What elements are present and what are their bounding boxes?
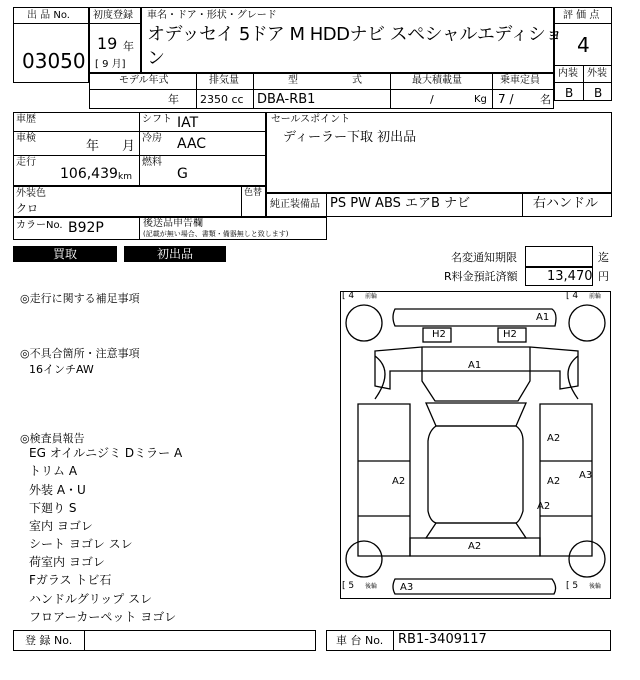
sub-grade-divider bbox=[583, 65, 584, 101]
mark-right-quarter: A3 bbox=[579, 470, 593, 481]
grade-value: 4 bbox=[577, 33, 590, 57]
spec-col-2 bbox=[253, 73, 254, 109]
mark-right-rear-door: A2 bbox=[547, 476, 561, 487]
rear-window-shape bbox=[426, 523, 526, 538]
mark-front-bumper: A1 bbox=[536, 312, 550, 323]
mark-right-rear-quarter: A2 bbox=[537, 501, 551, 512]
history-label: 車歴 bbox=[16, 114, 36, 125]
windshield-shape bbox=[426, 403, 526, 426]
registration-year: 19 bbox=[97, 34, 118, 53]
lot-no-label: 出 品 No. bbox=[27, 10, 70, 21]
tire-front-left-tag: 前輪 bbox=[365, 293, 378, 300]
name-change-label: 名変通知期限 bbox=[451, 251, 517, 264]
load-unit: Kg bbox=[474, 94, 487, 105]
inspector-line-6: 荷室内 ヨゴレ bbox=[29, 555, 105, 569]
inspector-line-7: Fガラス トビ石 bbox=[29, 573, 112, 587]
aircon-value: AAC bbox=[177, 136, 207, 152]
mark-hood: A1 bbox=[468, 360, 482, 371]
recycle-value: 13,470 bbox=[547, 269, 593, 284]
shaken-label: 車検 bbox=[16, 133, 36, 144]
displacement-value: 2350 cc bbox=[200, 93, 244, 106]
recycle-label: R料金預託済額 bbox=[444, 270, 518, 283]
aircon-label: 冷房 bbox=[142, 133, 162, 144]
tire-rear-left bbox=[346, 541, 382, 577]
handle-value: 右ハンドル bbox=[533, 196, 599, 211]
inspector-line-4: 室内 ヨゴレ bbox=[29, 519, 93, 533]
recycle-unit: 円 bbox=[598, 270, 609, 283]
inspector-line-1: トリム A bbox=[29, 464, 78, 478]
equipment-label: 純正装備品 bbox=[270, 199, 320, 210]
exterior-color-value: クロ bbox=[16, 202, 38, 215]
chassis-no-divider bbox=[393, 630, 394, 651]
inspector-line-9: フロアーカーペット ヨゴレ bbox=[29, 610, 177, 624]
supplement-title: ◎走行に関する補足事項 bbox=[20, 292, 140, 305]
sales-point-label: セールスポイント bbox=[271, 114, 351, 125]
tire-rear-right bbox=[569, 541, 605, 577]
color-no-divider bbox=[139, 217, 140, 240]
interior-grade-label: 内装 bbox=[558, 68, 578, 79]
tire-rear-left-label: [ 5 bbox=[342, 581, 355, 591]
type-label-2: 式 bbox=[352, 75, 362, 86]
details-col bbox=[139, 112, 140, 186]
spec-col-4 bbox=[492, 73, 493, 109]
chassis-no-value: RB1-3409117 bbox=[398, 632, 487, 647]
hood-shape bbox=[422, 347, 530, 401]
type-label: 型 bbox=[288, 75, 298, 86]
name-change-unit: 迄 bbox=[598, 251, 609, 264]
shaken-month: 月 bbox=[122, 139, 136, 154]
shift-label: シフト bbox=[142, 114, 172, 125]
inspector-line-0: EG オイルニジミ Dミラー A bbox=[29, 446, 183, 460]
mark-rear-bumper: A3 bbox=[400, 582, 414, 593]
color-no-label: カラーNo. bbox=[16, 220, 63, 231]
equipment-value: PS PW ABS エアB ナビ bbox=[330, 196, 471, 211]
inspector-line-8: ハンドルグリップ スレ bbox=[29, 592, 153, 606]
registration-year-unit: 年 bbox=[123, 40, 134, 53]
purchase-badge: 買取 bbox=[13, 246, 117, 262]
car-diagram-svg bbox=[340, 291, 611, 599]
equipment-col-1 bbox=[326, 193, 327, 217]
displacement-label: 排気量 bbox=[209, 75, 239, 86]
inspector-title: ◎検査員報告 bbox=[20, 432, 85, 445]
exterior-grade-label: 外装 bbox=[587, 68, 607, 79]
tire-rear-right-label: [ 5 bbox=[566, 581, 579, 591]
color-change-label: 色替 bbox=[244, 188, 263, 198]
defect-line-0: 16インチAW bbox=[29, 363, 94, 376]
front-left-arch bbox=[375, 356, 385, 399]
mark-headlight-right: H2 bbox=[503, 329, 517, 340]
chassis-no-label: 車 台 No. bbox=[336, 634, 384, 647]
post-doc-label: 後送品申告欄 bbox=[143, 218, 203, 229]
sales-point-text: ディーラー下取 初出品 bbox=[283, 130, 417, 145]
mark-left-side: A2 bbox=[392, 476, 406, 487]
exterior-color-label: 外装色 bbox=[16, 188, 46, 199]
shift-value: IAT bbox=[177, 115, 199, 131]
capacity-label: 乗車定員 bbox=[500, 75, 540, 86]
registration-no-divider bbox=[84, 630, 85, 651]
inspector-line-5: シート ヨゴレ スレ bbox=[29, 537, 133, 551]
registration-month: [ 9 月] bbox=[95, 59, 126, 70]
defects-title: ◎不具合箇所・注意事項 bbox=[20, 347, 140, 360]
rear-bumper-shape bbox=[393, 579, 556, 594]
registration-no-label: 登 録 No. bbox=[25, 634, 73, 647]
grade-label: 評 価 点 bbox=[563, 10, 600, 21]
load-label: 最大積載量 bbox=[412, 75, 462, 86]
interior-grade-value: B bbox=[565, 86, 574, 100]
name-change-value-box bbox=[525, 246, 593, 267]
roof-shape bbox=[428, 426, 523, 523]
spec-row-divider bbox=[89, 89, 554, 90]
tire-front-left bbox=[346, 305, 382, 341]
inspector-line-2: 外装 A・U bbox=[29, 483, 86, 497]
tire-front-right bbox=[569, 305, 605, 341]
registration-label: 初度登録 bbox=[93, 10, 133, 21]
mark-trunk: A2 bbox=[468, 541, 482, 552]
tire-front-right-label: [ 4 bbox=[566, 291, 579, 301]
left-door-div bbox=[358, 461, 410, 516]
load-value: / bbox=[430, 93, 434, 106]
front-right-arch bbox=[568, 356, 578, 399]
tire-rear-left-tag: 後輪 bbox=[365, 583, 378, 590]
spec-col-1 bbox=[196, 73, 197, 109]
front-bumper-shape bbox=[393, 309, 556, 326]
shaken-year: 年 bbox=[86, 139, 100, 154]
fuel-value: G bbox=[177, 166, 188, 182]
mark-headlight-left: H2 bbox=[432, 329, 446, 340]
type-value: DBA-RB1 bbox=[257, 92, 316, 107]
tire-front-left-label: [ 4 bbox=[342, 291, 355, 301]
exterior-grade-value: B bbox=[594, 86, 603, 100]
details-row-1 bbox=[13, 131, 266, 132]
exterior-color-box bbox=[13, 186, 266, 217]
car-name-line1: オデッセイ 5ドア M HDDナビ スペシャルエディショ bbox=[147, 24, 563, 45]
tire-front-right-tag: 前輪 bbox=[589, 293, 602, 300]
capacity-unit: 名 bbox=[540, 93, 551, 106]
spec-col-3 bbox=[390, 73, 391, 109]
mileage-value: 106,439 bbox=[60, 166, 118, 182]
equipment-col-2 bbox=[522, 193, 523, 217]
car-name-label: 車名・ドア・形状・グレード bbox=[147, 10, 277, 21]
mileage-label: 走行 bbox=[16, 157, 36, 168]
mark-right-front-door: A2 bbox=[547, 433, 561, 444]
tire-rear-right-tag: 後輪 bbox=[589, 583, 602, 590]
car-name-line2: ン bbox=[147, 48, 165, 69]
inspector-line-3: 下廻り S bbox=[29, 501, 77, 515]
first-listing-badge: 初出品 bbox=[124, 246, 226, 262]
model-year-unit: 年 bbox=[168, 93, 179, 106]
mileage-unit: km bbox=[118, 172, 132, 182]
lot-no-value: 03050 bbox=[22, 49, 86, 73]
color-no-value: B92P bbox=[68, 220, 104, 236]
model-year-label: モデル年式 bbox=[119, 75, 169, 86]
fuel-label: 燃料 bbox=[142, 157, 162, 168]
color-change-divider bbox=[241, 186, 242, 217]
post-doc-note: (記載が無い場合、書類・備器無しと致します) bbox=[143, 230, 289, 238]
capacity-value: 7 / bbox=[498, 92, 514, 106]
details-row-2 bbox=[13, 155, 266, 156]
